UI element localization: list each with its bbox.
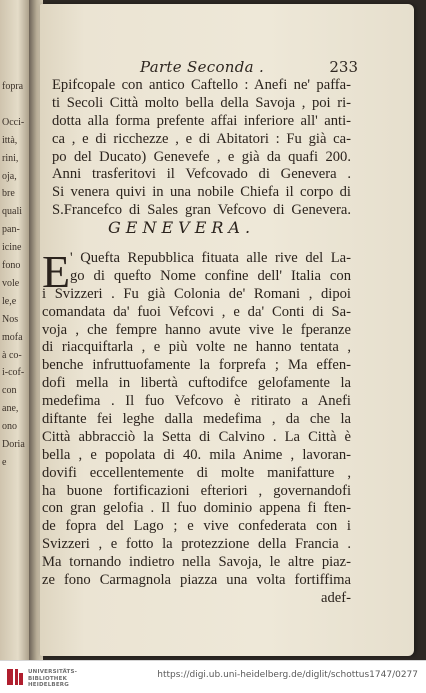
text-line: con gran gelofia . Il fuo dominio appena fi ften- <box>42 500 351 517</box>
section-title: GENEVERA. <box>108 218 256 237</box>
left-page-text-fragment: rini, <box>2 152 19 164</box>
paragraph-1 <box>52 77 351 220</box>
left-page-text-fragment: ono <box>2 421 17 433</box>
text-line: ze fono Carmagnola piazza una volta fortiffima <box>42 572 351 589</box>
text-line: Svizzeri , e fotto la protezzione della Francia . <box>42 536 351 553</box>
viewer-footer <box>0 660 426 693</box>
text-line: Epifcopale con antico Caftello : Anefi ne' paffa- <box>52 77 351 93</box>
text-line: diftante fei leghe dalla medefima , da che la <box>42 411 351 428</box>
text-line: Ma tornando indietro nella Savoja, le altre piaz- <box>42 554 351 571</box>
text-line: ti Secoli Città molto bella della Savoja , poi ri- <box>52 94 351 111</box>
text-line: benche infruttuofamente la forprefa ; Ma effen- <box>42 357 351 374</box>
left-page-text-fragment: oja, <box>2 170 17 182</box>
left-page-text-fragment: Doria <box>2 439 25 450</box>
page-header <box>94 58 358 78</box>
text-line: Anni trasferitovi il Vefcovado di Genevera . <box>52 166 351 183</box>
text-line: S.Francefco di Sales gran Vefcovo di Genevera. <box>52 202 351 219</box>
page-number: 233 <box>329 58 358 76</box>
left-page-text-fragment: ane, <box>2 403 19 415</box>
permalink-url[interactable]: https://digi.ub.uni-heidelberg.de/diglit/schottus1747/0277 <box>157 670 418 680</box>
left-page-text-fragment: fono <box>2 260 21 271</box>
left-page-edge <box>0 0 30 660</box>
text-line: dotta alla forma prefente affai inferiore all' anti- <box>52 112 351 129</box>
text-line: medefima . Il fuo Vefcovo è ritirato a Anefi <box>42 393 351 410</box>
left-page-text-fragment: bre <box>2 188 15 200</box>
left-page-text-fragment: mofa <box>2 331 23 343</box>
left-page-text-fragment: quali <box>2 206 22 218</box>
left-page-text-fragment: le,e <box>2 295 17 307</box>
text-line: Si venera quivi in una nobile Chiefa il corpo di <box>52 184 351 201</box>
catchword: adef- <box>321 589 351 606</box>
left-page-text-fragment: i-cof- <box>2 367 25 379</box>
text-line: dofi mella in libertà cuftodifce gelofamente la <box>42 375 351 392</box>
text-line: voja , che fempre hanno avute vive le fperanze <box>42 321 351 338</box>
library-name <box>28 669 77 689</box>
text-line: ' Quefta Repubblica fituata alle rive del La- <box>70 250 351 266</box>
university-library-logo-icon <box>6 667 24 687</box>
left-page-text-fragment: à co- <box>2 349 22 361</box>
text-line: i Svizzeri . Fu già Colonia de' Romani , dipoi <box>42 285 351 302</box>
library-name-line: UNIVERSITÄTS- <box>28 669 78 675</box>
left-page-text-fragment: ittà, <box>2 134 18 146</box>
left-page-text-fragment: Nos <box>2 313 19 325</box>
text-line: po del Ducato) Genevefe , e già da quafi 200. <box>52 148 351 165</box>
left-page-text-fragment: pan- <box>2 224 20 236</box>
library-name-line: HEIDELBERG <box>28 682 69 688</box>
left-page-text-fragment: con <box>2 385 17 397</box>
text-line: bella , e popolata di 40. mila Anime , lavoran- <box>42 446 351 463</box>
library-name-line: BIBLIOTHEK <box>28 675 68 682</box>
left-page-text-fragment: vole <box>2 277 20 289</box>
text-line: di riacquiftarla , e più volte ne hanno tentata , <box>42 339 351 356</box>
text-line: ha buone fortificazioni efteriori , governandofi <box>42 482 351 499</box>
left-page-text-fragment: Occi- <box>2 116 25 128</box>
left-page-text-fragment: icine <box>2 242 22 254</box>
running-head: Parte Seconda . <box>140 58 265 76</box>
text-line: de fopra del Lago ; e vive confederata con i <box>42 518 351 535</box>
text-line: dovifi eccellentemente di molte manifatture , <box>42 464 351 481</box>
text-line: ca , e di ricchezze , e di Abitatori : Fu già ca- <box>52 130 351 147</box>
text-line: go di quefto Nome confine dell' Italia con <box>70 267 351 284</box>
left-page-text-fragment: fopra <box>2 81 24 92</box>
left-page-text-fragment: e <box>2 456 7 468</box>
drop-cap: E <box>42 246 71 297</box>
text-line: comandata da' fuoi Vefcovi , e da' Conti di Sa- <box>42 303 351 320</box>
paragraph-2 <box>42 246 351 608</box>
text-line: Città abbracciò la Setta di Calvino . La Città è <box>42 428 351 445</box>
